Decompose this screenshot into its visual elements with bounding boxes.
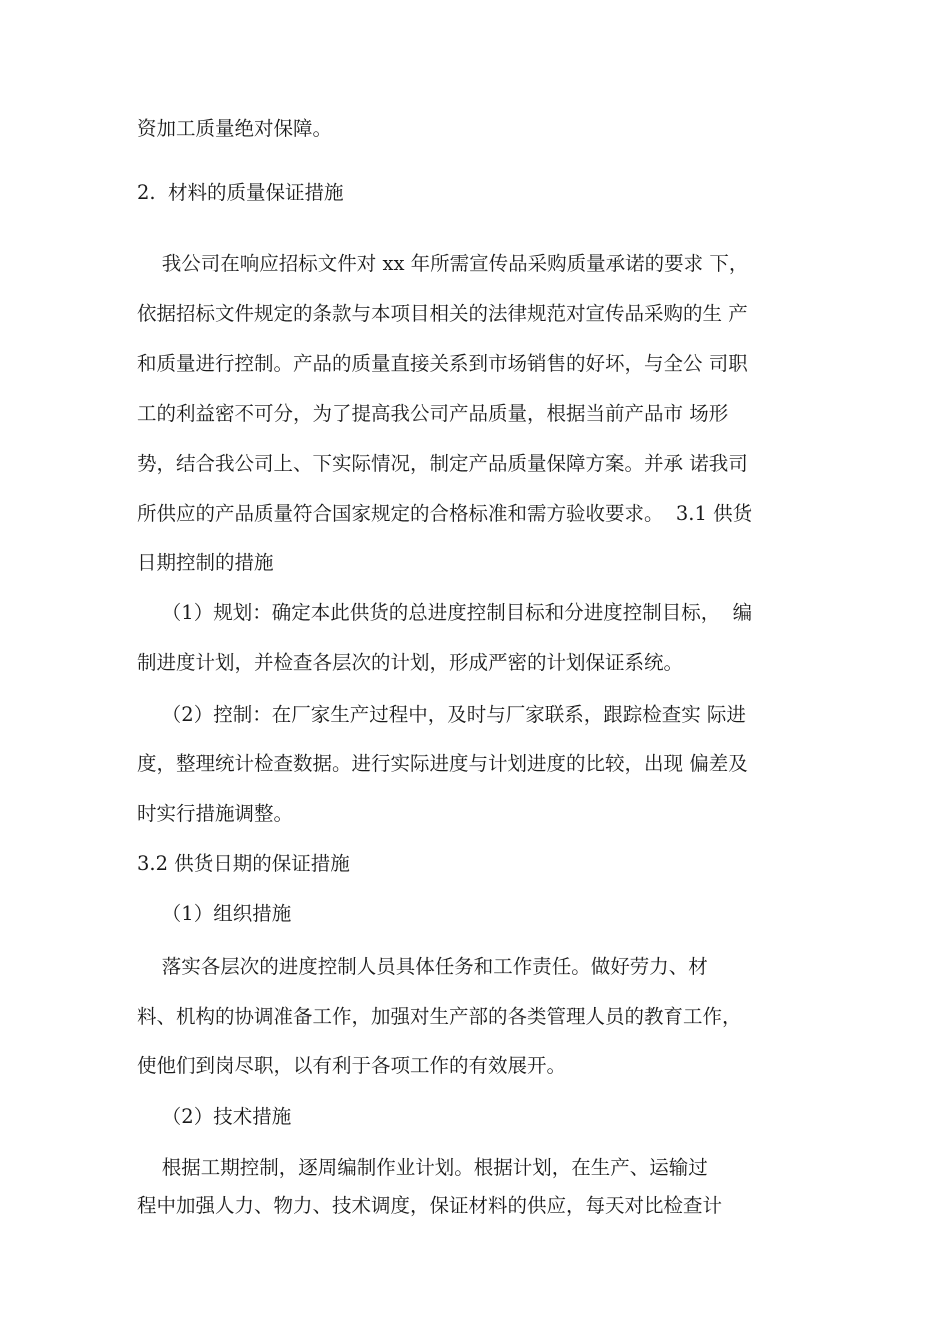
text-line: 使他们到岗尽职，以有利于各项工作的有效展开。 — [137, 1054, 567, 1077]
text-line: 势，结合我公司上、下实际情况，制定产品质量保障方案。并承 诺我司 — [137, 452, 748, 475]
text-line: （2）控制：在厂家生产过程中，及时与厂家联系，跟踪检查实 际进 — [137, 703, 746, 726]
text-line: 所供应的产品质量符合国家规定的合格标准和需方验收要求。 3.1 供货 — [137, 502, 753, 525]
text-line: 时实行措施调整。 — [137, 802, 294, 825]
subheading: （1）组织措施 — [137, 902, 292, 925]
subheading: （2）技术措施 — [137, 1105, 292, 1128]
section-heading: 3.2 供货日期的保证措施 — [137, 852, 350, 875]
section-heading: 2. 材料的质量保证措施 — [137, 181, 344, 204]
text-line: 落实各层次的进度控制人员具体任务和工作责任。做好劳力、材 — [137, 955, 708, 978]
text-line: 依据招标文件规定的条款与本项目相关的法律规范对宣传品采购的生 产 — [137, 302, 748, 325]
text-line: （1）规划：确定本此供货的总进度控制目标和分进度控制目标， 编 — [137, 601, 753, 624]
text-line: 度，整理统计检查数据。进行实际进度与计划进度的比较，出现 偏差及 — [137, 752, 748, 775]
text-line: 料、机构的协调准备工作，加强对生产部的各类管理人员的教育工作， — [137, 1005, 742, 1028]
text-line: 制进度计划，并检查各层次的计划，形成严密的计划保证系统。 — [137, 651, 684, 674]
text-line: 资加工质量绝对保障。 — [137, 117, 333, 140]
text-line: 工的利益密不可分，为了提高我公司产品质量，根据当前产品市 场形 — [137, 402, 729, 425]
text-line: 和质量进行控制。产品的质量直接关系到市场销售的好坏，与全公 司职 — [137, 352, 748, 375]
text-line: 我公司在响应招标文件对 xx 年所需宣传品采购质量承诺的要求 下， — [137, 252, 749, 275]
text-line: 程中加强人力、物力、技术调度，保证材料的供应，每天对比检查计 — [137, 1194, 723, 1217]
text-line: 根据工期控制，逐周编制作业计划。根据计划，在生产、运输过 — [137, 1156, 708, 1179]
text-line: 日期控制的措施 — [137, 551, 274, 574]
